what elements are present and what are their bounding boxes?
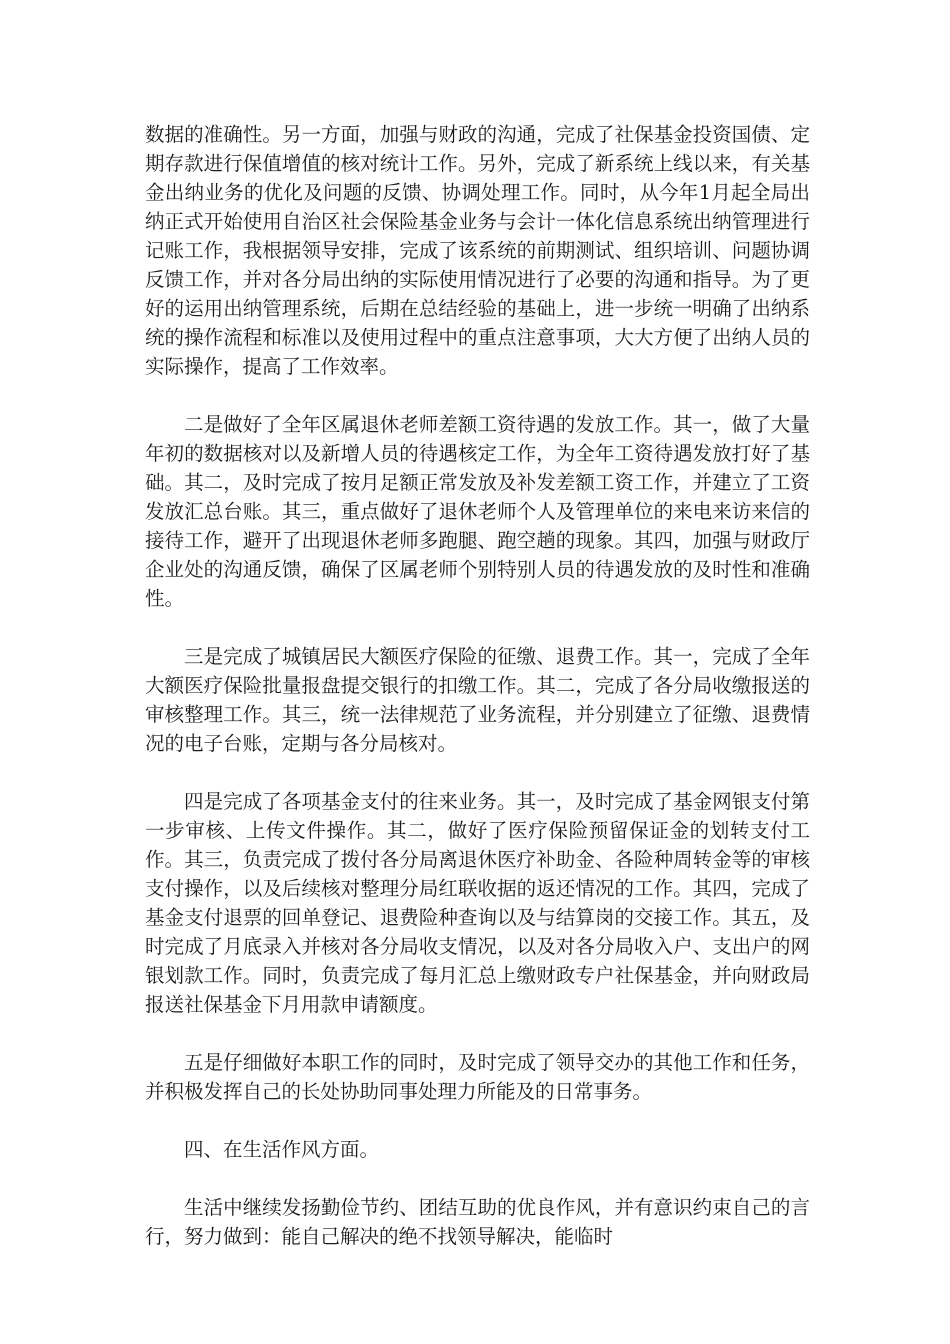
paragraph-item-four: 四是完成了各项基金支付的往来业务。其一，及时完成了基金网银支付第一步审核、上传文件操作。其二，做好了医疗保险预留保证金的划转支付工作。其三，负责完成了拨付各分局离退休医疗补助金、各险种周转金等的审核支付操作，以及后续核对整理分局红联收据的返还情况的工作。其四，完成了基金支付退票的回单登记、退费险种查询以及与结算岗的交接工作。其五，及时完成了月底录入并核对各分局收支情况，以及对各分局收入户、支出户的网银划款工作。同时，负责完成了每月汇总上缴财政专户社保基金，并向财政局报送社保基金下月用款申请额度。 xyxy=(145,790,810,1016)
document-page xyxy=(145,120,810,1280)
section-heading-life-style: 四、在生活作风方面。 xyxy=(184,1138,380,1161)
paragraph-item-two: 二是做好了全年区属退休老师差额工资待遇的发放工作。其一，做了大量年初的数据核对以及新增人员的待遇核定工作，为全年工资待遇发放打好了基础。其二，及时完成了按月足额正常发放及补发差额工资工作，并建立了工资发放汇总台账。其三，重点做好了退休老师个人及管理单位的来电来访来信的接待工作，避开了出现退休老师多跑腿、跑空趟的现象。其四，加强与财政厅企业处的沟通反馈，确保了区属老师个别特别人员的待遇发放的及时性和准确性。 xyxy=(145,413,810,610)
paragraph-item-five: 五是仔细做好本职工作的同时，及时完成了领导交办的其他工作和任务，并积极发挥自己的长处协助同事处理力所能及的日常事务。 xyxy=(145,1051,810,1103)
paragraph-continuation: 数据的准确性。另一方面，加强与财政的沟通，完成了社保基金投资国债、定期存款进行保值增值的核对统计工作。另外，完成了新系统上线以来，有关基金出纳业务的优化及问题的反馈、协调处理工作。同时，从今年1月起全局出纳正式开始使用自治区社会保险基金业务与会计一体化信息系统出纳管理进行记账工作，我根据领导安排，完成了该系统的前期测试、组织培训、问题协调反馈工作，并对各分局出纳的实际使用情况进行了必要的沟通和指导。为了更好的运用出纳管理系统，后期在总结经验的基础上，进一步统一明确了出纳系统的操作流程和标准以及使用过程中的重点注意事项，大大方便了出纳人员的实际操作，提高了工作效率。 xyxy=(145,123,810,378)
paragraph-life-style: 生活中继续发扬勤俭节约、团结互助的优良作风，并有意识约束自己的言行，努力做到：能自己解决的绝不找领导解决，能临时 xyxy=(145,1196,810,1248)
paragraph-item-three: 三是完成了城镇居民大额医疗保险的征缴、退费工作。其一，完成了全年大额医疗保险批量报盘提交银行的扣缴工作。其二，完成了各分局收缴报送的审核整理工作。其三，统一法律规范了业务流程，并分别建立了征缴、退费情况的电子台账，定期与各分局核对。 xyxy=(145,645,810,755)
